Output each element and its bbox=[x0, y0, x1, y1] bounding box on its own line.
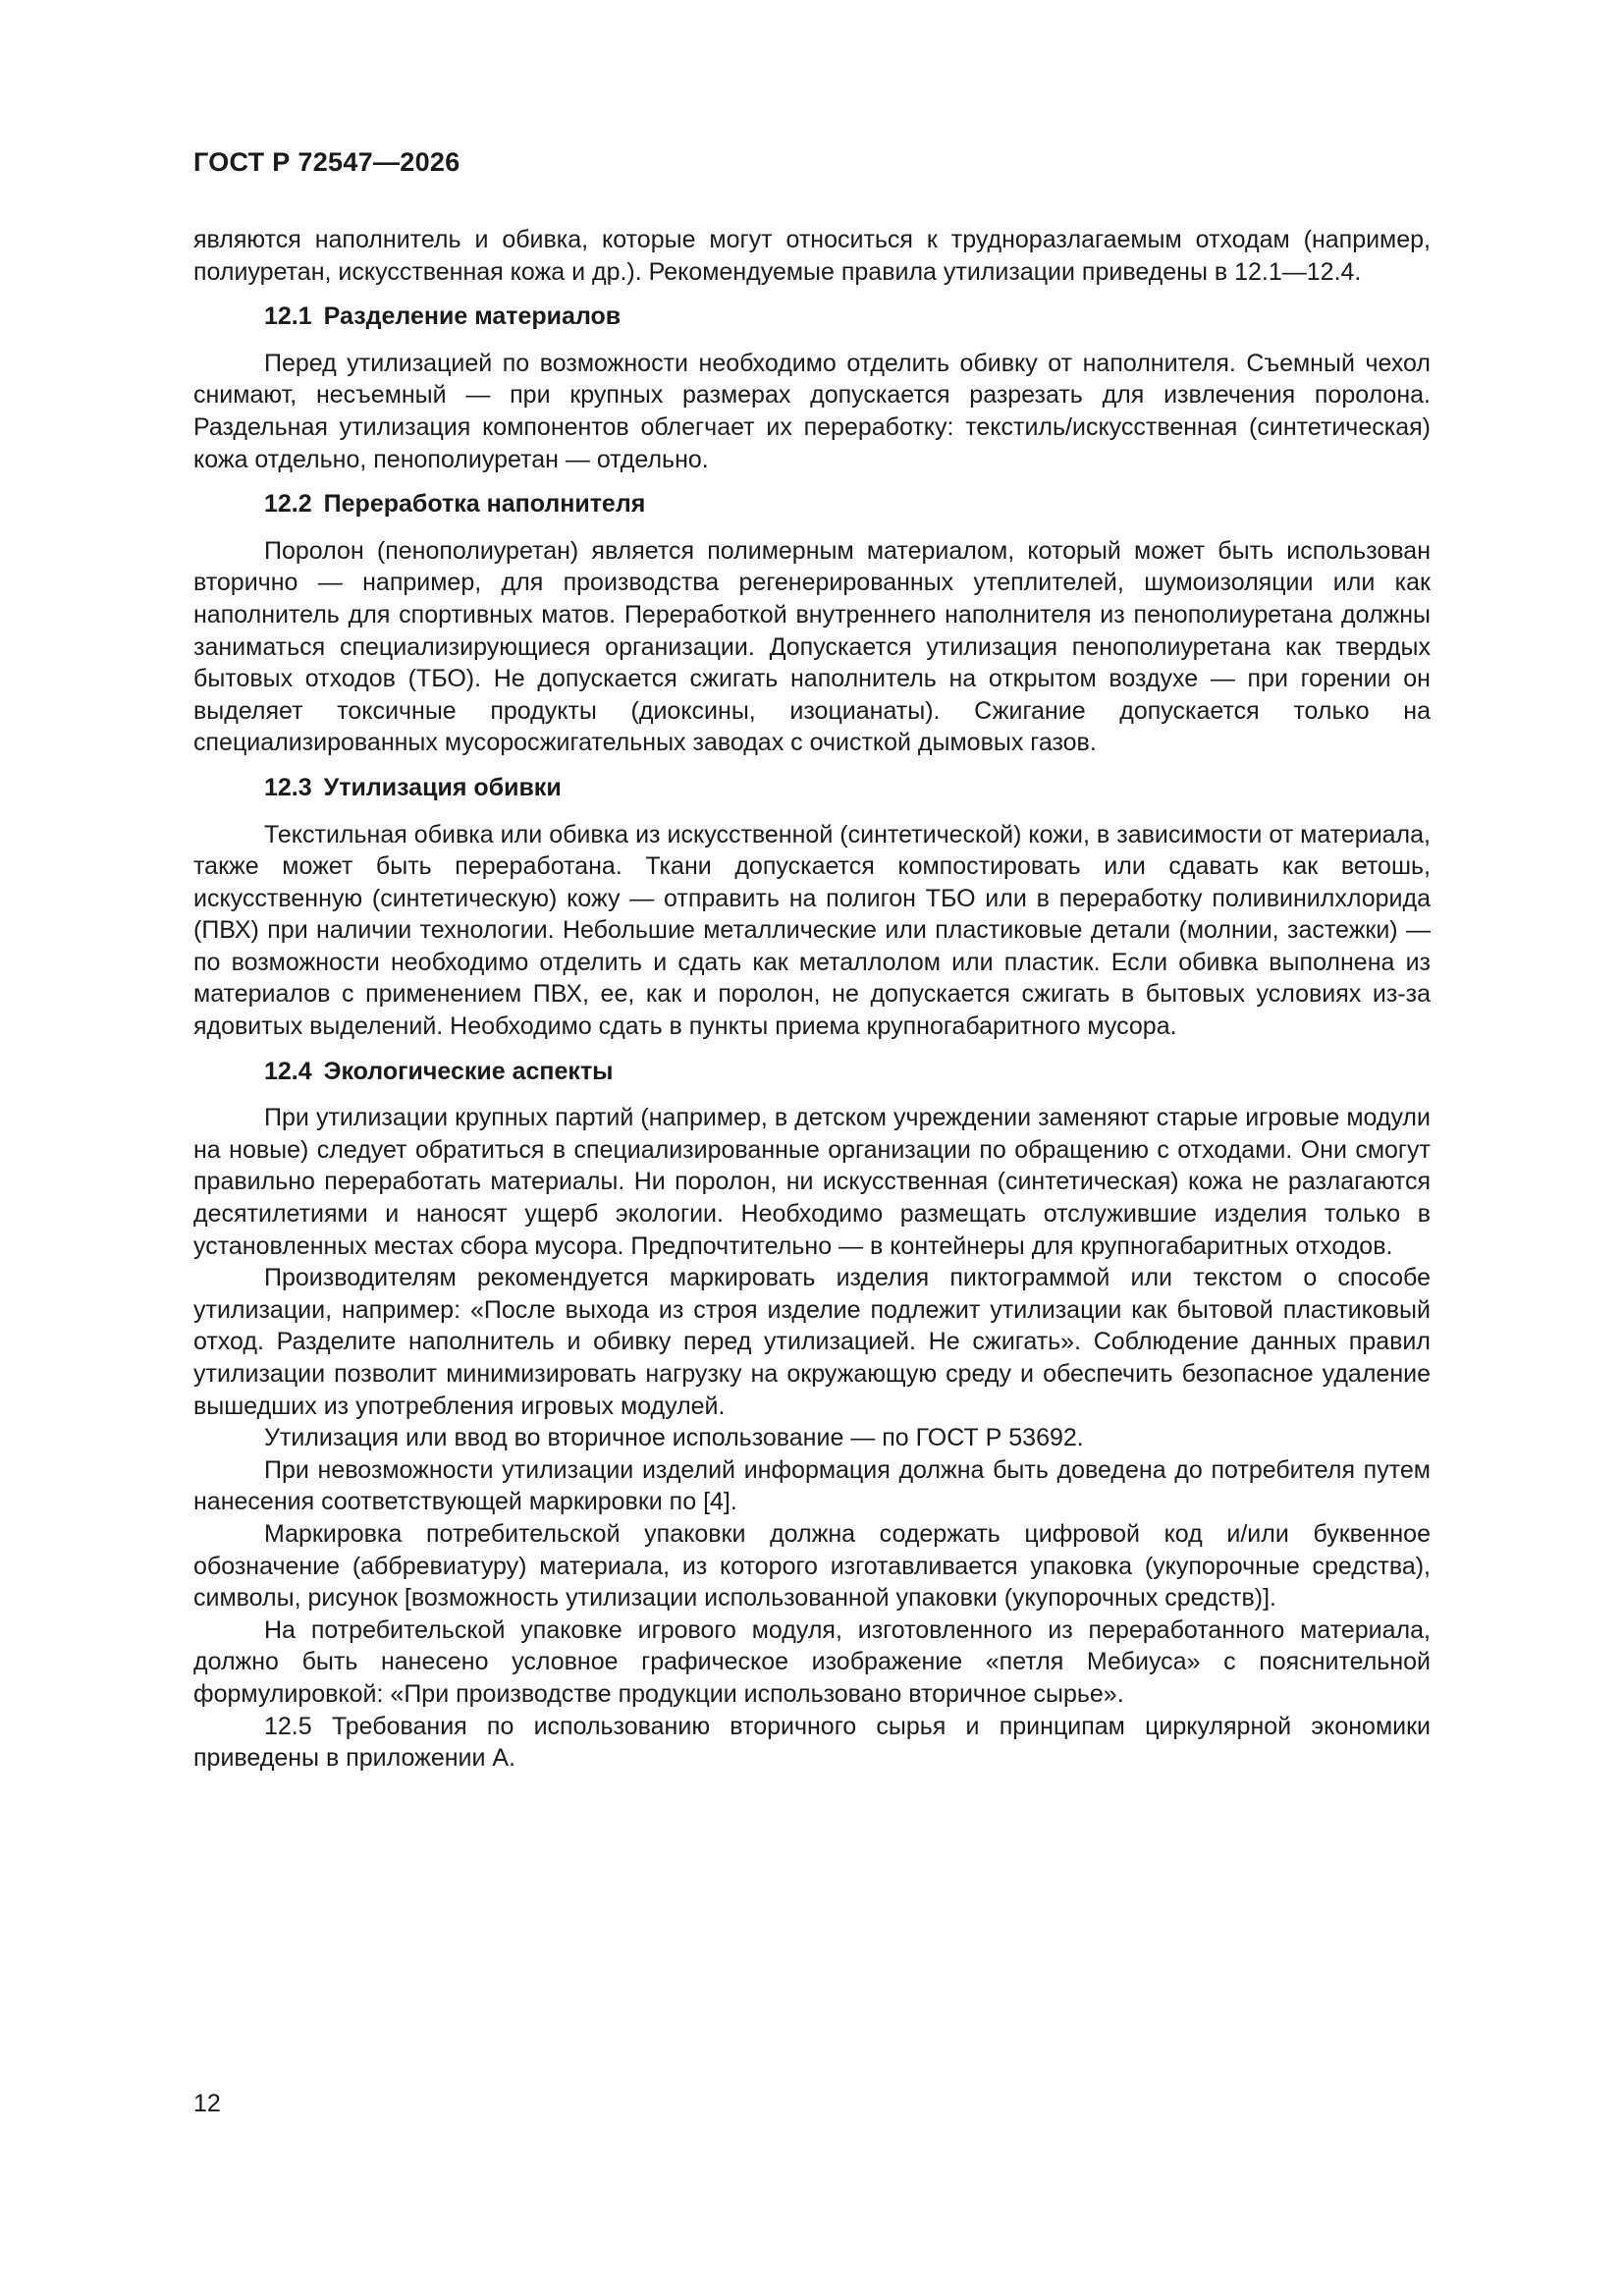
document-header: ГОСТ Р 72547—2026 bbox=[193, 147, 460, 177]
intro-paragraph: являются наполнитель и обивка, которые могут относиться к трудноразлагаемым отходам (например, полиуретан, искусственная кожа и др.). Рекомендуемые правила утилизации приведены в 12.1—12.4. bbox=[193, 226, 1431, 286]
section-title: Экологические аспекты bbox=[323, 1057, 614, 1085]
paragraph: Маркировка потребительской упаковки должна содержать цифровой код и/или буквенное обозначение (аббревиатуру) материала, из которого изготавливается упаковка (укупорочные средства), символы, рисунок [возможность утилизации использованной упаковки (укупорочных средств)]. bbox=[193, 1519, 1431, 1613]
paragraph: При утилизации крупных партий (например, в детском учреждении заменяют старые игровые модули на новые) следует обратиться в специализированные организации по обращению с отходами. Они смогут правильно переработать материалы. Ни поролон, ни искусственная (синтетическая) кожа не разлагаются десятилетиями и наносят ущерб экологии. Необходимо размещать отслужившие изделия только в установленных местах сбора мусора. Предпочтительно — в контейнеры для крупногабаритных отходов. bbox=[193, 1104, 1431, 1260]
paragraph: Утилизация или ввод во вторичное использование — по ГОСТ Р 53692. bbox=[264, 1424, 1084, 1452]
section-heading-12-2 bbox=[193, 475, 1431, 535]
document-body bbox=[193, 224, 1431, 1775]
section-number: 12.2 bbox=[264, 490, 312, 519]
section-heading-12-1 bbox=[193, 288, 1431, 348]
section-number: 12.4 bbox=[264, 1057, 312, 1085]
paragraph: Поролон (пенополиуретан) является полимерным материалом, который может быть использован вторично — например, для производства регенерированных утеплителей, шумоизоляции или как наполнитель для спортивных матов. Переработкой внутреннего наполнителя из пенополиуретана должны заниматься специализирующиеся организации. Допускается утилизация пенополиуретана как твердых бытовых отходов (ТБО). Не допускается сжигать наполнитель на открытом воздухе — при горении он выделяет токсичные продукты (диоксины, изоцианаты). Сжигание допускается только на специализированных мусоросжигательных заводах с очисткой дымовых газов. bbox=[193, 536, 1431, 757]
paragraph: Производителям рекомендуется маркировать изделия пиктограммой или текстом о способе утилизации, например: «После выхода из строя изделие подлежит утилизации как бытовой пластиковый отход. Разделите наполнитель и обивку перед утилизацией. Не сжигать». Соблюдение данных правил утилизации позволит минимизировать нагрузку на окружающую среду и обеспечить безопасное удаление вышедших из употребления игровых модулей. bbox=[193, 1264, 1431, 1420]
paragraph: При невозможности утилизации изделий информация должна быть доведена до потребителя путем нанесения соответствующей маркировки по [4]. bbox=[193, 1455, 1431, 1516]
section-title: Разделение материалов bbox=[323, 302, 622, 331]
section-number: 12.1 bbox=[264, 302, 312, 331]
section-number: 12.3 bbox=[264, 773, 312, 801]
paragraph: Текстильная обивка или обивка из искусственной (синтетической) кожи, в зависимости от материала, также может быть переработана. Ткани допускается компостировать или сдавать как ветошь, искусственную (синтетическую) кожу — отправить на полигон ТБО или в переработку поливинилхлорида (ПВХ) при наличии технологии. Небольшие металлические или пластиковые детали (молнии, застежки) — по возможности необходимо отделить и сдать как металлолом или пластик. Если обивка выполнена из материалов с применением ПВХ, ее, как и поролон, не допускается сжигать в бытовых условиях из-за ядовитых выделений. Необходимо сдать в пункты приема крупногабаритного мусора. bbox=[193, 820, 1431, 1041]
paragraph: Перед утилизацией по возможности необходимо отделить обивку от наполнителя. Съемный чехол снимают, несъемный — при крупных размерах допускается разрезать для извлечения поролона. Раздельная утилизация компонентов облегчает их переработку: текстиль/искусственная (синтетическая) кожа отдельно, пенополиуретан — отдельно. bbox=[193, 349, 1431, 473]
section-title: Утилизация обивки bbox=[323, 773, 562, 801]
paragraph: 12.5 Требования по использованию вторичного сырья и принципам циркулярной экономики приведены в приложении А. bbox=[193, 1712, 1431, 1773]
section-title: Переработка наполнителя bbox=[323, 490, 646, 519]
page-number: 12 bbox=[193, 2090, 221, 2117]
paragraph: На потребительской упаковке игрового модуля, изготовленного из переработанного материала, должно быть нанесено условное графическое изображение «петля Мебиуса» с пояснительной формулировкой: «При производстве продукции использовано вторичное сырье». bbox=[193, 1615, 1431, 1708]
section-heading-12-4 bbox=[193, 1043, 1431, 1103]
section-heading-12-3 bbox=[193, 759, 1431, 819]
